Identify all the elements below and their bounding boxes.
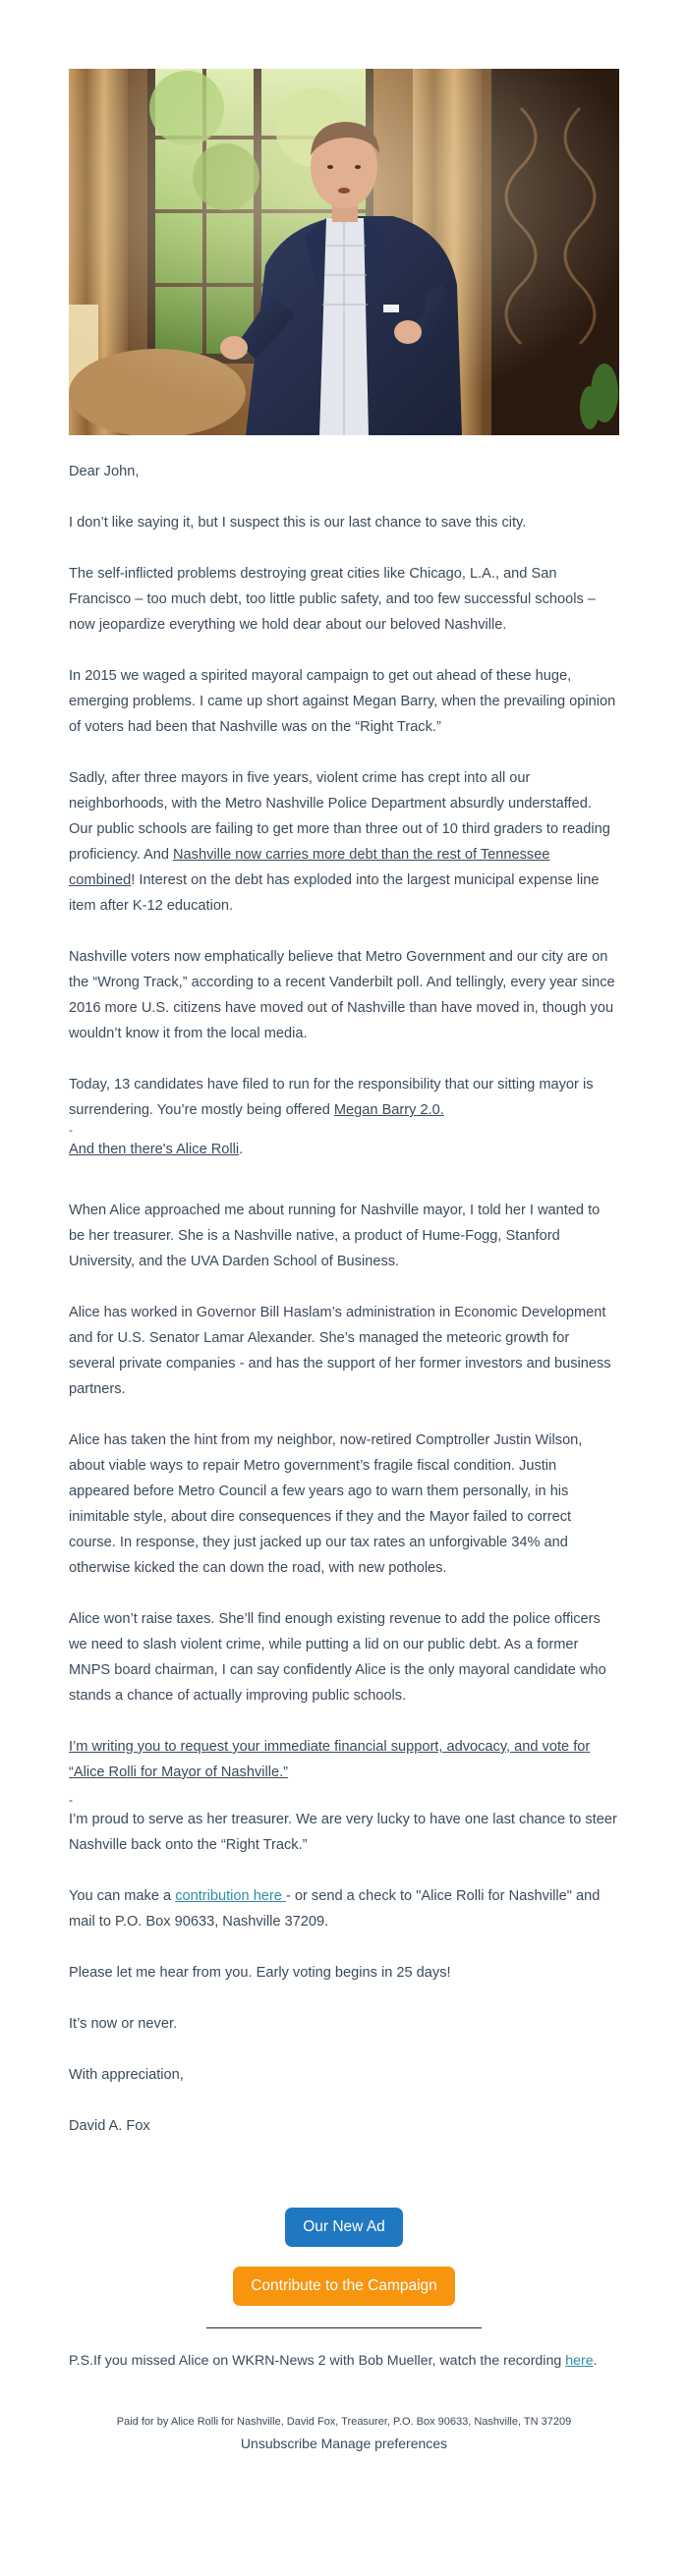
paragraph-14-text-b: - or send a check to "Alice Rolli for Nashville" and mail to P.O. Box 90633, Nashville 37209. — [69, 1888, 601, 1930]
alice-rolli-link[interactable]: And then there's Alice Rolli — [69, 1142, 240, 1157]
paragraph-8: When Alice approached me about running for Nashville mayor, I told her I wanted to be her treasurer. She is a Nashville native, a product of Hume-Fogg, Stanford University, and the UVA Darden School of Business. — [69, 1203, 601, 1269]
paragraph-7-end: . — [239, 1142, 244, 1157]
paragraph-3: In 2015 we waged a spirited mayoral campaign to get out ahead of these huge, emerging problems. I came up short against Megan Barry, when the prevailing opinion of voters had been that Nashville was on the “Right Track.” — [69, 668, 616, 735]
recording-link[interactable]: here — [565, 2353, 594, 2369]
paragraph-9: Alice has worked in Governor Bill Haslam’s administration in Economic Development and for U.S. Senator Lamar Alexander. She’s managed the meteoric growth for several private companies - and has the support of her former investors and business partners. — [69, 1305, 611, 1397]
paragraph-5: Nashville voters now emphatically believe that Metro Government and our city are on the “Wrong Track,” according to a recent Vanderbilt poll. And tellingly, every year since 2016 more U.S. citizens have moved out of Nashville than have moved in, though you wouldn’t know it from the local media. — [69, 949, 615, 1041]
signature: David A. Fox — [69, 2118, 150, 2134]
paragraph-1: I don’t like saying it, but I suspect this is our last chance to save this city. — [69, 515, 527, 531]
letter-body — [69, 435, 619, 2139]
paragraph-12 — [69, 1734, 619, 1785]
postscript-text: P.S.If you missed Alice on WKRN-News 2 with Bob Mueller, watch the recording — [69, 2353, 566, 2369]
paragraph-11: Alice won’t raise taxes. She’ll find enough existing revenue to add the police officers we need to slash violent crime, while putting a lid on our public debt. As a former MNPS board chairman, I can say confidently Alice is the only mayoral candidate who stands a chance of actually improving public schools. — [69, 1611, 606, 1704]
footer — [69, 2414, 619, 2453]
contribution-link[interactable]: contribution here — [175, 1888, 286, 1904]
paragraph-13: I’m proud to serve as her treasurer. We are very lucky to have one last chance to steer Nashville back onto the “Right Track.” — [69, 1812, 617, 1853]
debt-link[interactable]: Nashville now carries more debt than the rest of Tennessee combined — [69, 847, 550, 888]
paragraph-16: It’s now or never. — [69, 2016, 178, 2032]
paragraph-6 — [69, 1072, 619, 1123]
footer-links — [69, 2434, 619, 2453]
paragraph-6-text: Today, 13 candidates have filed to run for the responsibility that our sitting mayor is surrendering. You’re mostly being offered — [69, 1077, 594, 1118]
paragraph-17: With appreciation, — [69, 2067, 184, 2083]
paragraph-14-text-a: You can make a — [69, 1888, 176, 1904]
divider — [206, 2327, 482, 2328]
separator-dash: - — [69, 1123, 73, 1137]
paragraph-10: Alice has taken the hint from my neighbor, now-retired Comptroller Justin Wilson, about viable ways to repair Metro government’s fragile fiscal condition. Justin appeared before Metro Council a few years ago to warn them personally, in his inimitable style, about dire consequences if they and the Mayor failed to correct course. In response, they just jacked up our tax rates an unforgivable 34% and otherwise kicked the can down the road, with new potholes. — [69, 1432, 583, 1576]
cta-section — [69, 2164, 619, 2328]
paragraph-4-text-b: ! Interest on the debt has exploded into the largest municipal expense line item after K-12 education. — [69, 872, 600, 914]
paragraph-4-text-a: Sadly, after three mayors in five years, violent crime has crept into all our neighborhoods, with the Metro Nashville Police Department absurdly understaffed. Our public schools are failing to get more than three out of 10 third graders to reading proficiency. And — [69, 770, 610, 863]
manage-preferences-link[interactable]: Manage preferences — [320, 2436, 448, 2451]
postscript — [69, 2348, 619, 2375]
megan-barry-link[interactable]: Megan Barry 2.0. — [333, 1102, 444, 1118]
paragraph-2: The self-inflicted problems destroying great cities like Chicago, L.A., and San Francisco – too much debt, too little public safety, and too few successful schools – now jeopardize everything we hold dear about our beloved Nashville. — [69, 566, 596, 633]
contribute-button[interactable]: Contribute to the Campaign — [233, 2267, 455, 2306]
hero-photo — [69, 69, 619, 435]
unsubscribe-link[interactable]: Unsubscribe — [240, 2436, 317, 2451]
paragraph-14 — [69, 1883, 619, 1934]
paid-for-disclaimer: Paid for by Alice Rolli for Nashville, David Fox, Treasurer, P.O. Box 90633, Nashville, TN 37209 — [116, 2416, 572, 2428]
salutation: Dear John, — [69, 464, 140, 479]
paragraph-7 — [69, 1137, 619, 1162]
request-support-link[interactable]: I’m writing you to request your immediate financial support, advocacy, and vote for “Alice Rolli for Mayor of Nashville.” — [69, 1739, 591, 1780]
our-new-ad-button[interactable]: Our New Ad — [285, 2208, 403, 2247]
hero-illustration — [69, 69, 619, 435]
separator-dash-2: - — [69, 1793, 73, 1807]
paragraph-15: Please let me hear from you. Early voting begins in 25 days! — [69, 1965, 451, 1981]
email-container — [69, 0, 619, 2453]
postscript-end: . — [593, 2353, 598, 2369]
paragraph-4 — [69, 765, 619, 919]
